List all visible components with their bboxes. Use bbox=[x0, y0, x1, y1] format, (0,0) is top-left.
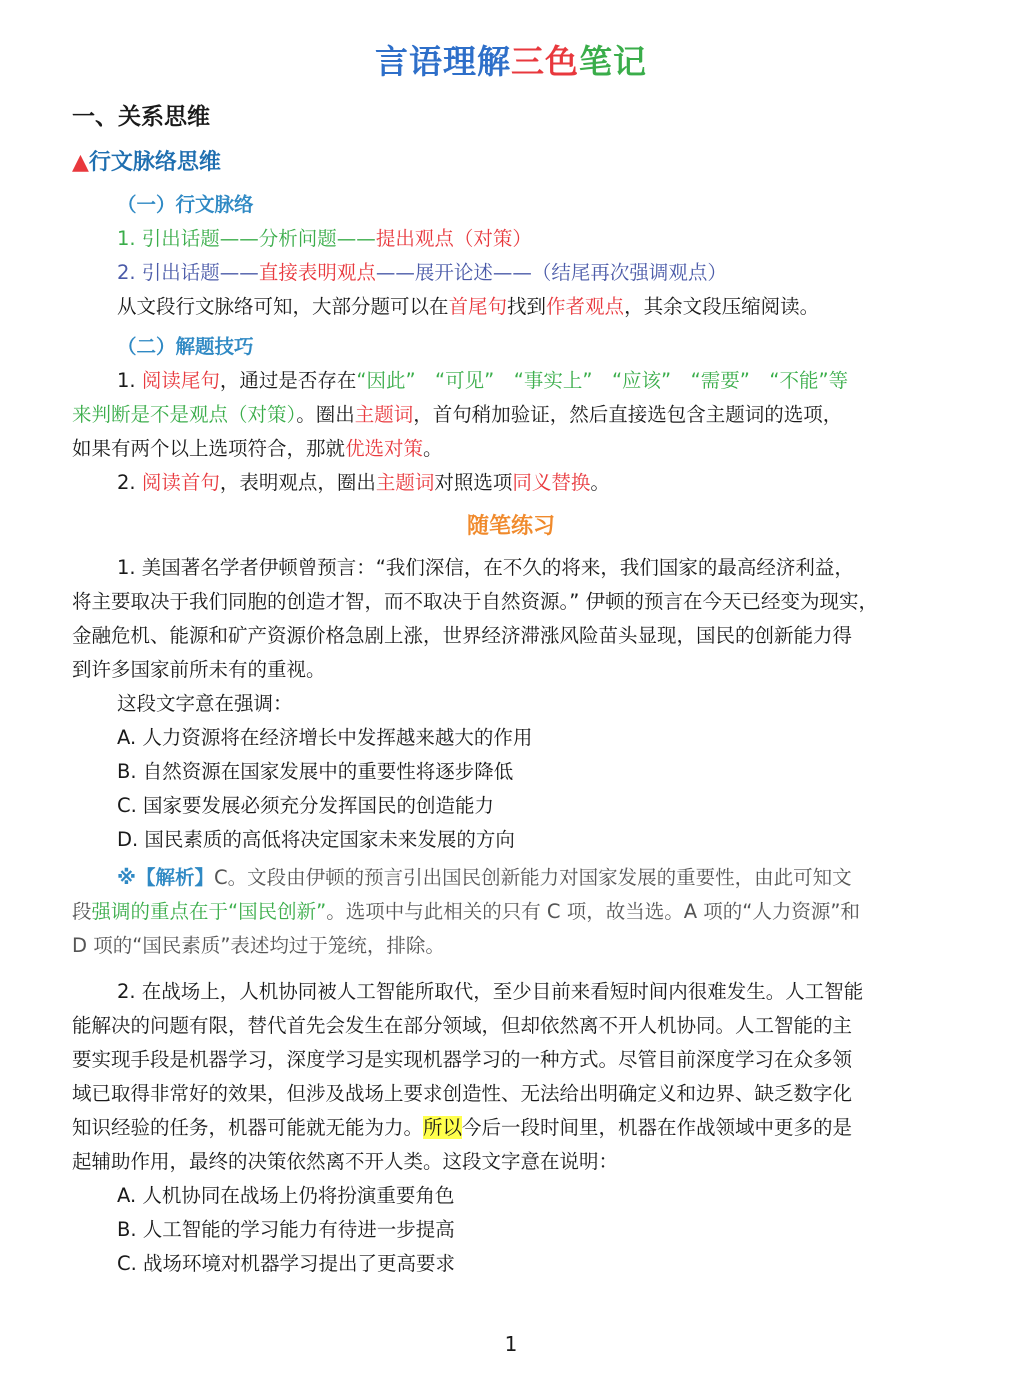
q1-option-a: A. 人力资源将在经济增长中发挥越来越大的作用 bbox=[117, 726, 533, 749]
part2-heading: （二）解题技巧 bbox=[117, 335, 254, 358]
q1-prompt: 这段文字意在强调： bbox=[117, 692, 293, 715]
q1-analysis-line-2: 段强调的重点在于“国民创新”。选项中与此相关的只有 C 项，故当选。A 项的“人力资源”和 bbox=[72, 900, 860, 923]
q2-line-5: 知识经验的任务，机器可能就无能为力。所以今后一段时间里，机器在作战领域中更多的是 bbox=[72, 1116, 853, 1139]
page-number: 1 bbox=[504, 1332, 518, 1356]
q2-line: 2. 在战场上，人机协同被人工智能所取代，至少目前来看短时间内很难发生。人工智能 bbox=[117, 980, 864, 1003]
flow-summary: 从文段行文脉络可知，大部分题可以在首尾句找到作者观点，其余文段压缩阅读。 bbox=[117, 295, 820, 318]
section-heading: 一、关系思维 bbox=[72, 104, 210, 130]
tip-1-line-3: 如果有两个以上选项符合，那就优选对策。 bbox=[72, 437, 443, 460]
q2-option-a: A. 人机协同在战场上仍将扮演重要角色 bbox=[117, 1184, 455, 1207]
q1-line: 将主要取决于我们同胞的创造才智，而不取决于自然资源。” 伊顿的预言在今天已经变为现实， bbox=[72, 590, 879, 613]
triangle-icon: ▲ bbox=[72, 150, 89, 175]
q1-line: 金融危机、能源和矿产资源价格急剧上涨，世界经济滞涨风险苗头显现，国民的创新能力得 bbox=[72, 624, 853, 647]
q1-option-d: D. 国民素质的高低将决定国家未来发展的方向 bbox=[117, 828, 515, 851]
q1-option-b: B. 自然资源在国家发展中的重要性将逐步降低 bbox=[117, 760, 514, 783]
q1-option-c: C. 国家要发展必须充分发挥国民的创造能力 bbox=[117, 794, 495, 817]
practice-title: 随笔练习 bbox=[466, 514, 555, 539]
q1-line: 到许多国家前所未有的重视。 bbox=[72, 658, 326, 681]
tip-2: 2. 阅读首句，表明观点，圈出主题词对照选项同义替换。 bbox=[117, 471, 610, 494]
tip-1-line-1: 1. 阅读尾句，通过是否存在“因此” “可见” “事实上” “应该” “需要” “不能”等 bbox=[117, 369, 849, 392]
q2-option-c: C. 战场环境对机器学习提出了更高要求 bbox=[117, 1252, 456, 1275]
q2-option-b: B. 人工智能的学习能力有待进一步提高 bbox=[117, 1218, 455, 1241]
q1-analysis-line-1: ※【解析】C。文段由伊顿的预言引出国民创新能力对国家发展的重要性，由此可知文 bbox=[117, 866, 852, 889]
q2-line: 域已取得非常好的效果，但涉及战场上要求创造性、无法给出明确定义和边界、缺乏数字化 bbox=[72, 1082, 853, 1105]
flow-line-1: 1. 引出话题——分析问题——提出观点（对策） bbox=[117, 227, 532, 250]
tip-1-line-2: 来判断是不是观点（对策）。圈出主题词，首句稍加验证，然后直接选包含主题词的选项， bbox=[72, 403, 843, 426]
q2-line: 要实现手段是机器学习，深度学习是实现机器学习的一种方式。尽管目前深度学习在众多领 bbox=[72, 1048, 853, 1071]
part1-heading: （一）行文脉络 bbox=[117, 193, 254, 216]
q1-analysis-line-3: D 项的“国民素质”表述均过于笼统，排除。 bbox=[72, 934, 445, 957]
subsection-heading: ▲行文脉络思维 bbox=[72, 150, 221, 175]
q2-line: 能解决的问题有限，替代首先会发生在部分领域，但却依然离不开人机协同。人工智能的主 bbox=[72, 1014, 853, 1037]
q2-line-6: 起辅助作用，最终的决策依然离不开人类。这段文字意在说明： bbox=[72, 1150, 619, 1173]
page-title: 言语理解三色笔记 bbox=[375, 42, 647, 81]
flow-line-2: 2. 引出话题——直接表明观点——展开论述——（结尾再次强调观点） bbox=[117, 261, 727, 284]
highlight: 所以 bbox=[423, 1116, 463, 1139]
q1-line: 1. 美国著名学者伊顿曾预言：“我们深信，在不久的将来，我们国家的最高经济利益， bbox=[117, 556, 854, 579]
